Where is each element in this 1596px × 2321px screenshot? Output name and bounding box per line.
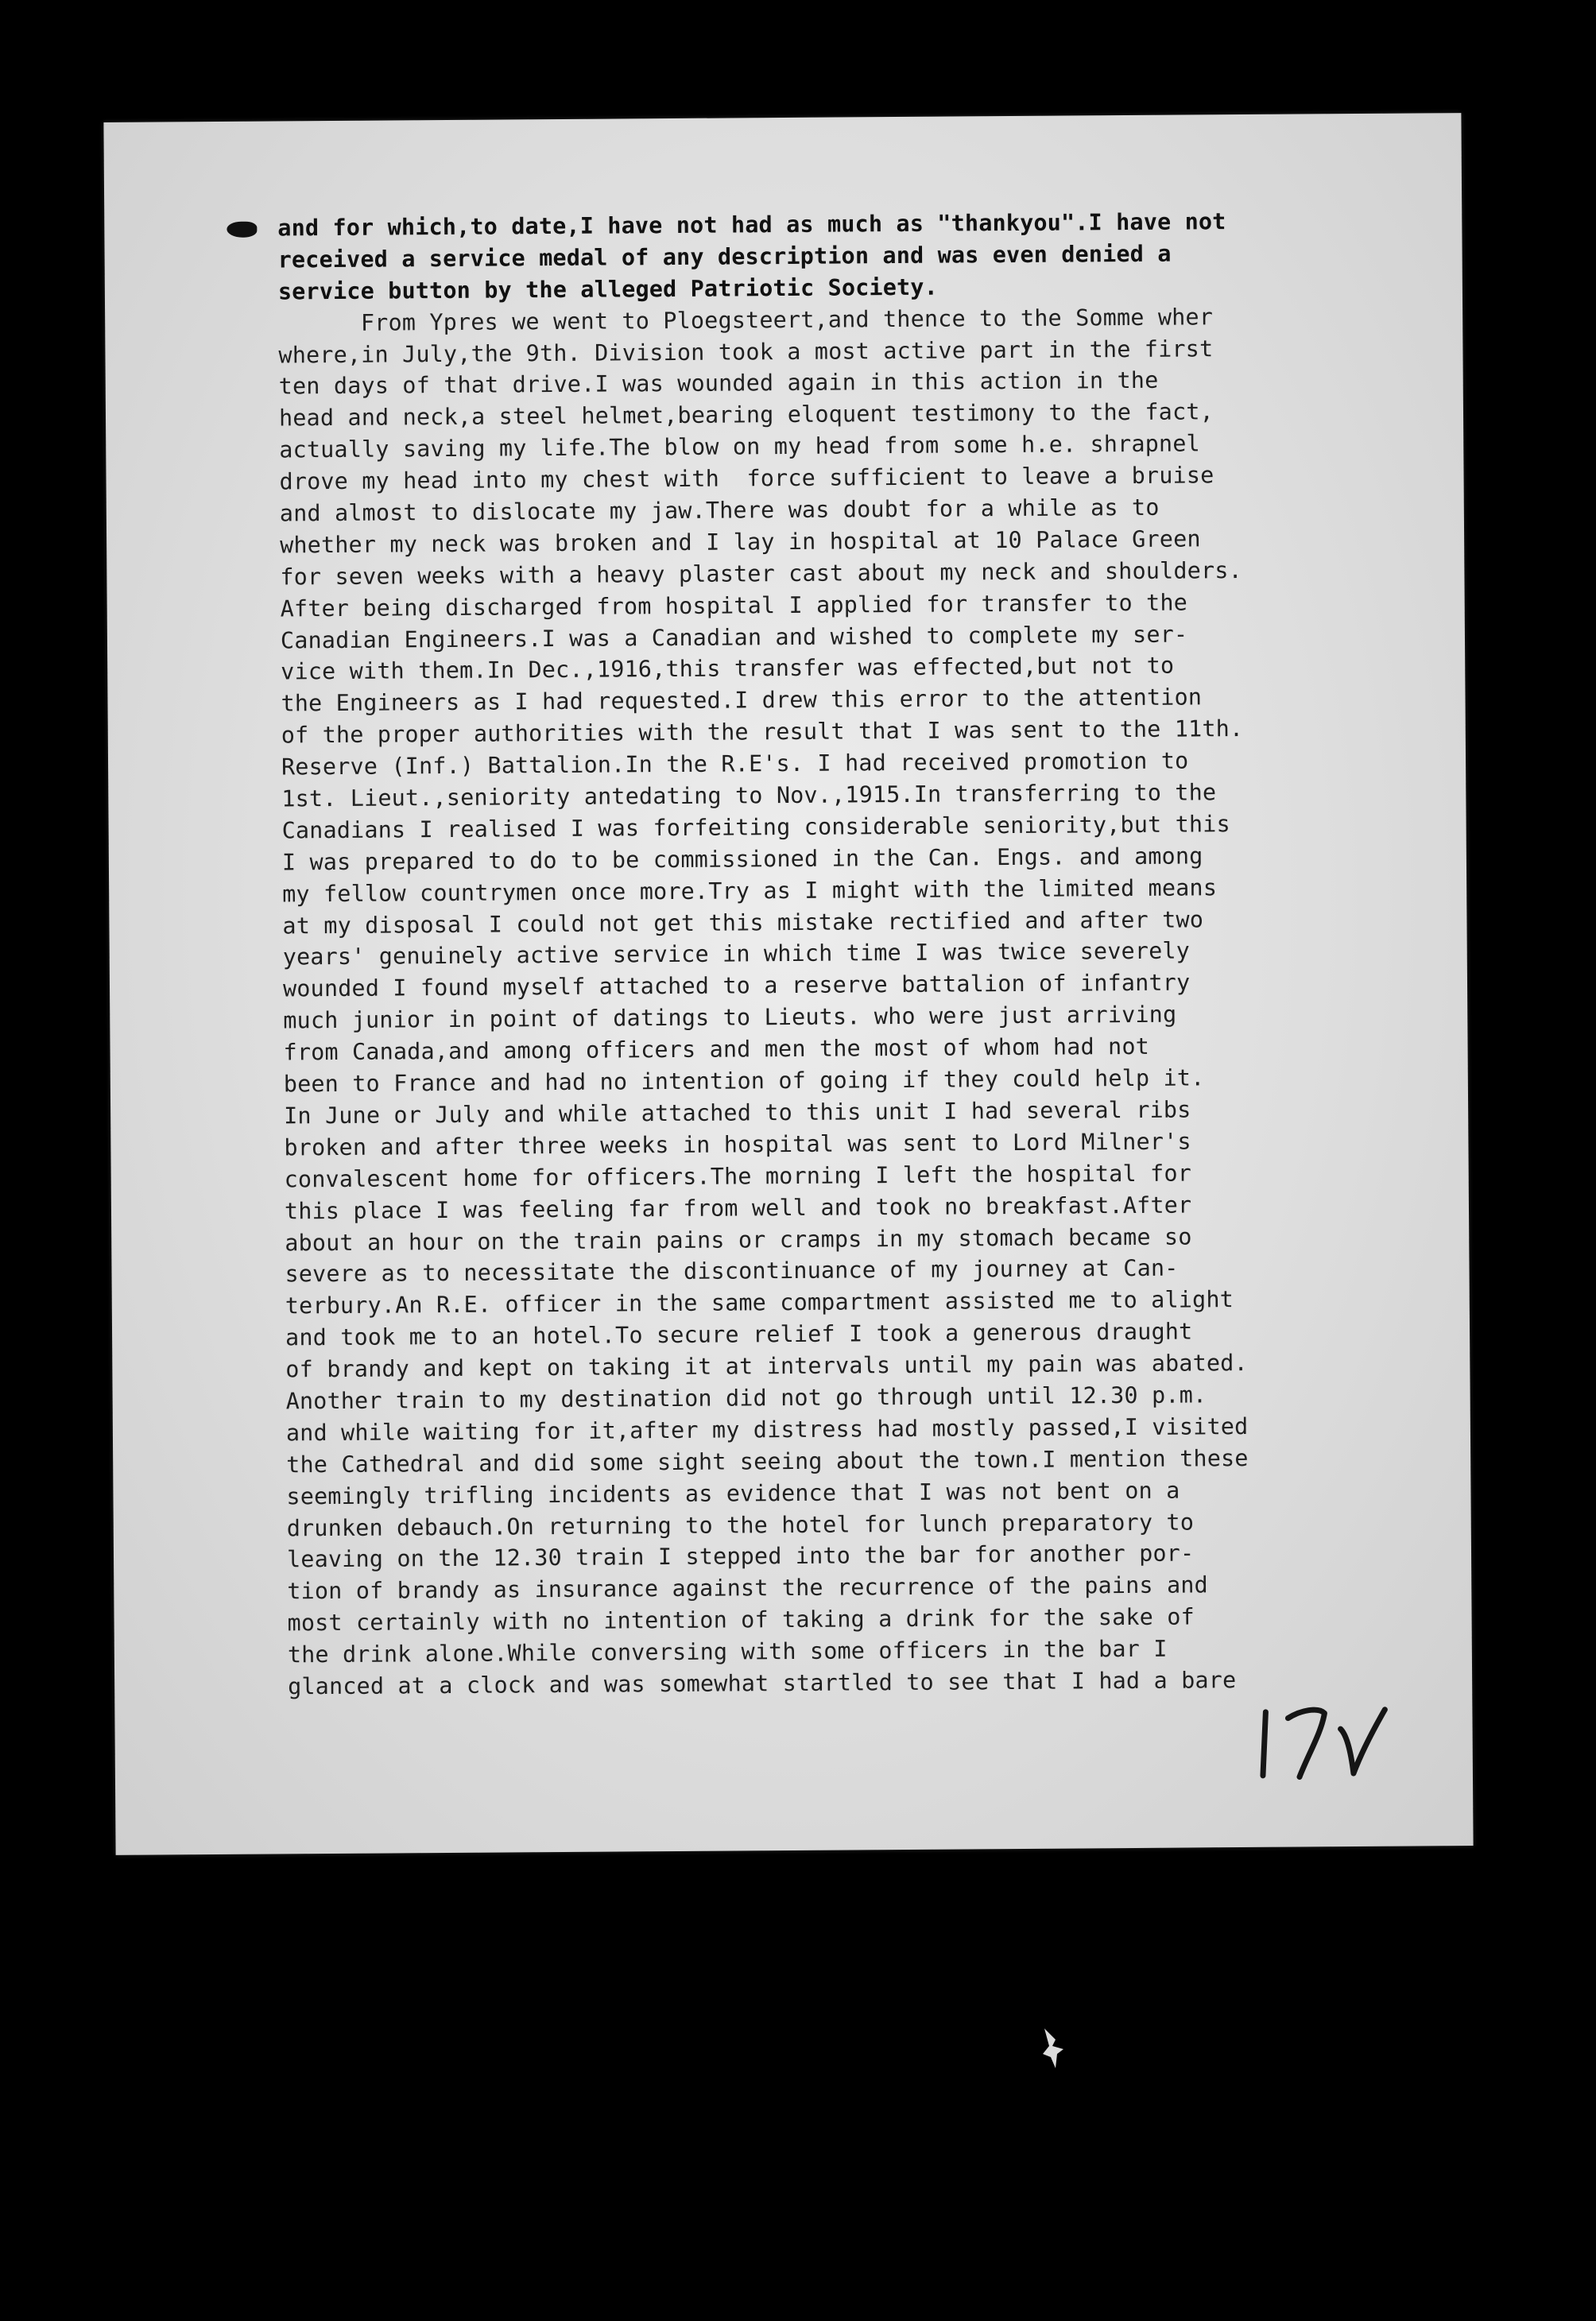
handwritten-page-number <box>1242 1697 1393 1785</box>
text-line: wounded I found myself attached to a reserve battalion of infantry <box>282 969 1191 1002</box>
dust-speck <box>1040 2025 1071 2073</box>
typed-text-body <box>277 205 1385 1703</box>
text-line: received a service medal of any description and was even denied a <box>277 240 1172 273</box>
text-line: Canadian Engineers.I was a Canadian and wished to complete my ser- <box>280 621 1188 654</box>
text-line: drunken debauch.On returning to the hotel for lunch preparatory to <box>286 1508 1195 1541</box>
text-line: head and neck,a steel helmet,bearing eloquent testimony to the fact, <box>278 398 1214 432</box>
text-line: the drink alone.While conversing with some officers in the bar I <box>287 1635 1168 1668</box>
text-line: at my disposal I could not get this mistake rectified and after two <box>282 905 1204 940</box>
text-line: and while waiting for it,after my distress had mostly passed,I visited <box>285 1412 1249 1447</box>
text-line: about an hour on the train pains or cramps in my stomach became so <box>285 1222 1192 1256</box>
text-line: most certainly with no intention of taking a drink for the sake of <box>287 1603 1195 1637</box>
text-line: tion of brandy as insurance against the recurrence of the pains and <box>287 1571 1209 1605</box>
text-line: of the proper authorities with the result that I was sent to the 11th. <box>281 715 1244 749</box>
text-line: much junior in point of datings to Lieuts. who were just arriving <box>283 1001 1177 1034</box>
text-line: glanced at a clock and was somewhat startled to see that I had a bare <box>288 1667 1237 1700</box>
text-line: been to France and had no intention of going if they could help it. <box>283 1064 1205 1098</box>
document-page <box>103 113 1473 1855</box>
text-line: whether my neck was broken and I lay in hospital at 10 Palace Green <box>280 525 1201 559</box>
text-line: and took me to an hotel.To secure relief I took a generous draught <box>285 1318 1193 1351</box>
text-line: I was prepared to do to be commissioned in the Can. Engs. and among <box>281 843 1203 876</box>
text-line: Another train to my destination did not go through until 12.30 p.m. <box>285 1381 1207 1415</box>
text-line: Reserve (Inf.) Battalion.In the R.E's. I had received promotion to <box>281 747 1189 781</box>
text-line: broken and after three weeks in hospital was sent to Lord Milner's <box>284 1128 1191 1161</box>
text-line: leaving on the 12.30 train I stepped into the bar for another por- <box>286 1540 1195 1573</box>
text-line: actually saving my life.The blow on my head from some h.e. shrapnel <box>279 430 1200 463</box>
text-line: and almost to dislocate my jaw.There was doubt for a while as to <box>279 494 1160 527</box>
text-line: my fellow countrymen once more.Try as I might with the limited means <box>282 874 1218 908</box>
text-line: service button by the alleged Patriotic Society. <box>277 273 939 305</box>
text-line: ten days of that drive.I was wounded again in this action in the <box>278 367 1159 400</box>
text-line: where,in July,the 9th. Division took a most active part in the first <box>278 335 1214 369</box>
text-line: this place I was feeling far from well and took no breakfast.After <box>284 1191 1192 1225</box>
text-line: from Canada,and among officers and men the most of whom had not <box>283 1033 1150 1066</box>
text-line: severe as to necessitate the discontinuance of my journey at Can- <box>285 1254 1179 1288</box>
text-line: the Cathedral and did some sight seeing about the town.I mention these <box>286 1444 1249 1478</box>
text-line: and for which,to date,I have not had as much as "thankyou".I have not <box>277 208 1226 242</box>
text-line: vice with them.In Dec.,1916,this transfer was effected,but not to <box>281 653 1175 685</box>
text-line: seemingly trifling incidents as evidence that I was not bent on a <box>286 1477 1180 1510</box>
text-line: After being discharged from hospital I applied for transfer to the <box>280 589 1188 622</box>
ink-smudge <box>227 222 257 238</box>
text-line: From Ypres we went to Ploegsteert,and thence to the Somme wher <box>278 303 1214 337</box>
text-line: Canadians I realised I was forfeiting considerable seniority,but this <box>281 811 1230 844</box>
text-line: drove my head into my chest with force sufficient to leave a bruise <box>279 462 1214 495</box>
text-line: In June or July and while attached to this unit I had several ribs <box>284 1096 1191 1130</box>
text-line: for seven weeks with a heavy plaster cast about my neck and shoulders. <box>280 556 1242 591</box>
text-line: terbury.An R.E. officer in the same compartment assisted me to alight <box>285 1286 1234 1319</box>
text-line: 1st. Lieut.,seniority antedating to Nov.,1915.In transferring to the <box>281 779 1217 812</box>
text-line: convalescent home for officers.The morning I left the hospital for <box>284 1160 1192 1193</box>
text-line: of brandy and kept on taking it at intervals until my pain was abated. <box>285 1350 1248 1383</box>
text-line: the Engineers as I had requested.I drew this error to the attention <box>281 684 1203 717</box>
text-line: years' genuinely active service in which time I was twice severely <box>282 937 1191 971</box>
